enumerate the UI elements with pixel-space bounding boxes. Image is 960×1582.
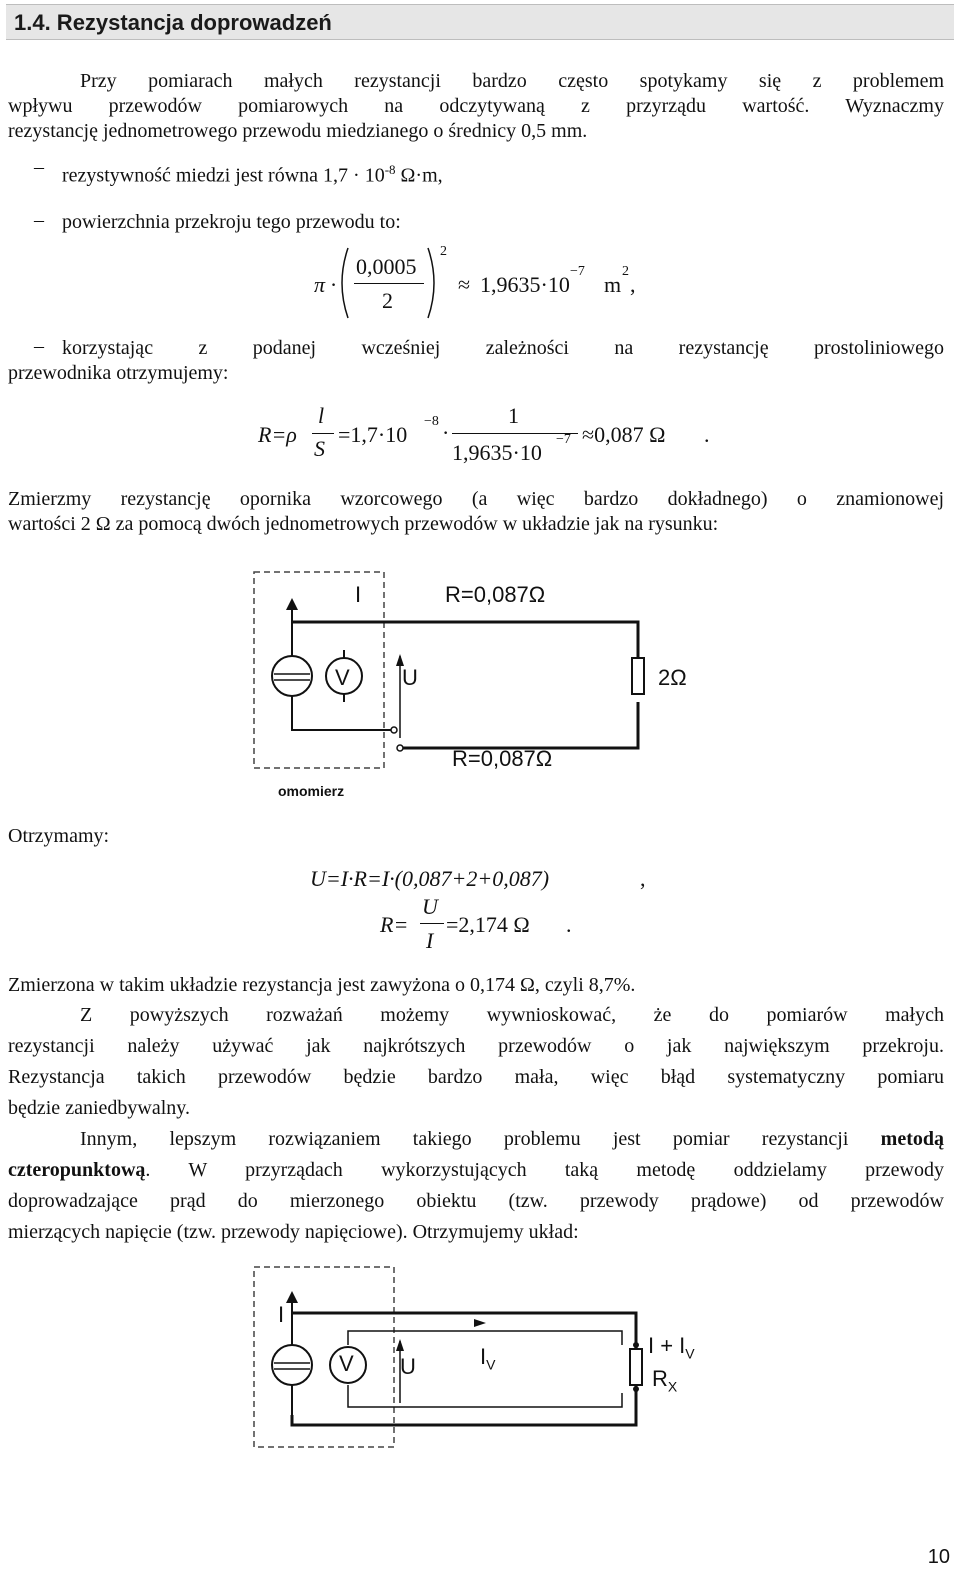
diagram2-sum-label: $I + I_V$	[648, 1333, 695, 1362]
eq-den-exp: −7	[556, 432, 571, 447]
eq-tail: .	[704, 422, 710, 447]
iv-arrow-icon	[474, 1319, 486, 1327]
eq-frac-den: S	[314, 436, 325, 461]
eq-frac-bar	[312, 433, 334, 434]
resistor-icon	[630, 1349, 642, 1385]
eq-result: ≈0,087 Ω	[582, 422, 666, 447]
section-heading-bar	[6, 4, 954, 40]
result-eq2-tail: .	[566, 912, 572, 937]
left-paren	[332, 246, 352, 320]
sense-wire-bottom	[348, 1385, 622, 1407]
result-eq1: U=I·R=I·(0,087+2+0,087)	[310, 866, 550, 891]
eq-den: 1,9635·10	[452, 440, 542, 465]
bottom-wire	[400, 702, 638, 748]
conclusion-line-1: Zmierzona w takim układzie rezystancja jest zawyżona o 0,174 Ω, czyli 8,7%.	[8, 974, 636, 996]
resistor-icon	[632, 658, 644, 694]
intro-line-3: rezystancję jednometrowego przewodu miedzianego o średnicy 0,5 mm.	[8, 120, 588, 142]
bullet-dash: –	[34, 209, 44, 231]
sense-wire-top	[348, 1331, 622, 1345]
result-label: Otrzymamy:	[8, 825, 110, 847]
eq-mid: =1,7·10	[338, 422, 408, 447]
conclusion-p3-line-3: doprowadzające prąd do mierzonego obiektu (tzw. przewody prądowe) od przewodów	[8, 1190, 944, 1212]
area-denominator: 2	[382, 288, 393, 313]
diagram2-iv-label: $I_V$	[480, 1344, 496, 1373]
bullet-dash: –	[34, 156, 44, 178]
current-source-icon	[272, 1345, 312, 1385]
area-power: 2	[440, 244, 447, 259]
area-fraction-bar	[354, 283, 424, 284]
approx-sign: ≈	[458, 272, 471, 297]
formula-line-1: korzystając z podanej wcześniej zależności na rezystancję prostoliniowego	[62, 337, 944, 359]
measure-line-1: Zmierzmy rezystancję opornika wzorcowego (a więc bardzo dokładnego) o znamionowej	[8, 488, 944, 510]
section-heading: 1.4. Rezystancja doprowadzeń	[14, 10, 332, 35]
diagram1-voltmeter-label: V	[335, 665, 350, 690]
eq-frac-num: l	[318, 403, 325, 428]
result-eq2-den: I	[426, 928, 434, 953]
formula-line-2: przewodnika otrzymujemy:	[8, 362, 229, 384]
eq-num: 1	[508, 403, 519, 428]
result-frac-bar	[420, 923, 444, 924]
diagram2-voltage-label: U	[400, 1354, 416, 1379]
page-number: 10	[927, 1546, 950, 1568]
diagram2-voltmeter-label: V	[339, 1351, 354, 1376]
diagram1-voltage-label: U	[402, 665, 418, 690]
pi-symbol: π ·	[314, 272, 337, 297]
conclusion-p3-line-2: czteropunktową. W przyrządach wykorzystujących taką metodę oddzielamy przewody	[8, 1159, 944, 1181]
conclusion-p2-line-3: Rezystancja takich przewodów będzie bardzo mała, więc błąd systematyczny pomiaru	[8, 1066, 944, 1088]
intro-line-2: wpływu przewodów pomiarowych na odczytywaną z przyrządu wartość. Wyznaczmy	[8, 95, 944, 117]
result-eq2-lhs: R=	[380, 912, 409, 937]
bottom-wire-2	[292, 1383, 636, 1425]
diagram1-box-label: omomierz	[278, 783, 345, 799]
diagram1-resistor-label: 2Ω	[658, 665, 687, 690]
area-numerator: 0,0005	[356, 254, 417, 279]
diagram2-rx-label: $R_X$	[652, 1366, 678, 1395]
area-tail: ,	[630, 272, 636, 297]
result-eq2-num: U	[422, 894, 438, 919]
area-unit-exp: 2	[622, 264, 629, 279]
measure-line-2: wartości 2 Ω za pomocą dwóch jednometrowych przewodów w układzie jak na rysunku:	[8, 513, 719, 535]
conclusion-p2-line-4: będzie zaniedbywalny.	[8, 1097, 190, 1119]
conclusion-p2-line-2: rezystancji należy używać jak najkrótszych przewodów o jak największym przekroju.	[8, 1035, 944, 1057]
resistivity-text: rezystywność miedzi jest równa $1,7 \cdot 10^{-8}$ Ω·m,	[62, 162, 443, 187]
area-value: 1,9635·10	[480, 272, 570, 297]
eq-lhs: R=ρ	[258, 422, 297, 447]
area-text: powierzchnia przekroju tego przewodu to:	[62, 211, 401, 233]
current-source-icon	[272, 656, 312, 696]
diagram1-current-label: I	[355, 582, 362, 607]
conclusion-p3-line-1: Innym, lepszym rozwiązaniem takiego problemu jest pomiar rezystancji metodą	[80, 1128, 944, 1150]
eq-dot: ·	[442, 420, 450, 445]
area-unit: m	[604, 272, 622, 297]
diagram1-r-bottom: R=0,087Ω	[452, 746, 553, 771]
diagram1-r-top: R=0,087Ω	[445, 582, 546, 607]
arrow-up-icon	[286, 598, 298, 610]
conclusion-p3-line-4: mierzących napięcie (tzw. przewody napięciowe). Otrzymujemy układ:	[8, 1221, 579, 1243]
conclusion-p2-line-1: Z powyższych rozważań możemy wywnioskować, że do pomiarów małych	[80, 1004, 944, 1026]
diagram2-current-label: I	[278, 1302, 285, 1327]
bullet-dash: –	[34, 335, 44, 357]
intro-line-1: Przy pomiarach małych rezystancji bardzo często spotykamy się z problemem	[80, 70, 944, 92]
area-exp: −7	[570, 264, 585, 279]
result-eq1-tail: ,	[640, 866, 646, 891]
voltage-arrow-icon	[396, 1339, 404, 1351]
result-eq2-rhs: =2,174 Ω	[446, 912, 530, 937]
eq-mid-exp: −8	[424, 414, 439, 429]
